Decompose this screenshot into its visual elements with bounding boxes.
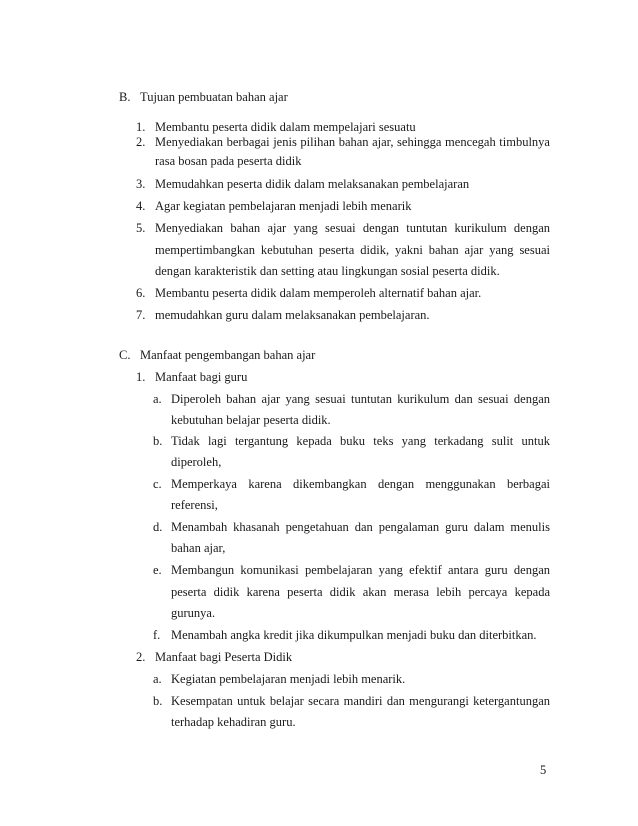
page-number: 5 [540,763,547,777]
list-item-text: Memperkaya karena dikembangkan dengan menggunakan berbagai [171,477,550,491]
list-item-text: Menambah khasanah pengetahuan dan pengalaman guru dalam menulis [171,520,550,534]
list-item-text: Membantu peserta didik dalam mempelajari sesuatu [155,120,416,134]
list-item-text: Kegiatan pembelajaran menjadi lebih menarik. [171,672,406,686]
list-item-number: 1. [136,120,146,134]
list-item-text: referensi, [171,498,218,512]
list-item-text: bahan ajar, [171,541,226,555]
section-b-title: Tujuan pembuatan bahan ajar [140,90,288,104]
list-item-text: kebutuhan belajar peserta didik. [171,413,331,427]
list-item-letter: f. [153,628,161,642]
list-item-text: Menyediakan berbagai jenis pilihan bahan ajar, sehingga mencegah timbulnya [155,135,550,149]
list-item-letter: b. [153,434,163,448]
list-item-text: Agar kegiatan pembelajaran menjadi lebih menarik [155,199,412,213]
list-item-text: rasa bosan pada peserta didik [155,154,302,168]
list-item-text: peserta didik karena peserta didik akan merasa lebih percaya kepada [171,585,550,599]
list-item-text: Membantu peserta didik dalam memperoleh alternatif bahan ajar. [155,286,482,300]
list-item-text: Memudahkan peserta didik dalam melaksanakan pembelajaran [155,177,470,191]
list-item-text: Tidak lagi tergantung kepada buku teks yang terkadang sulit untuk [171,434,550,448]
list-item-text: dengan karakteristik dan setting atau lingkungan sosial peserta didik. [155,264,500,278]
list-item-text: diperoleh, [171,455,222,469]
list-item-text: terhadap kehadiran guru. [171,715,296,729]
list-item-text: gurunya. [171,606,216,620]
list-item-text: Diperoleh bahan ajar yang sesuai tuntutan kurikulum dan sesuai dengan [171,392,550,406]
list-item-text: Menyediakan bahan ajar yang sesuai dengan tuntutan kurikulum dengan [155,221,550,235]
subsection-number: 1. [136,370,146,384]
subsection-title: Manfaat bagi guru [155,370,248,384]
section-c-label: C. [119,348,131,362]
list-item-letter: d. [153,520,163,534]
list-item-number: 3. [136,177,146,191]
section-c-title: Manfaat pengembangan bahan ajar [140,348,316,362]
subsection-number: 2. [136,650,146,664]
list-item-number: 5. [136,221,146,235]
list-item-number: 7. [136,308,146,322]
list-item-text: Membangun komunikasi pembelajaran yang efektif antara guru dengan [171,563,550,577]
list-item-text: Menambah angka kredit jika dikumpulkan menjadi buku dan diterbitkan. [171,628,537,642]
subsection-title: Manfaat bagi Peserta Didik [155,650,293,664]
list-item-number: 6. [136,286,146,300]
list-item-letter: b. [153,694,163,708]
list-item-number: 4. [136,199,146,213]
list-item-letter: a. [153,672,162,686]
list-item-letter: a. [153,392,162,406]
list-item-letter: e. [153,563,162,577]
list-item-number: 2. [136,135,146,149]
list-item-letter: c. [153,477,162,491]
list-item-text: memudahkan guru dalam melaksanakan pembelajaran. [155,308,430,322]
list-item-text: mempertimbangkan kebutuhan peserta didik, yakni bahan ajar yang sesuai [155,243,550,257]
section-b-label: B. [119,90,131,104]
list-item-text: Kesempatan untuk belajar secara mandiri dan mengurangi ketergantungan [171,694,550,708]
